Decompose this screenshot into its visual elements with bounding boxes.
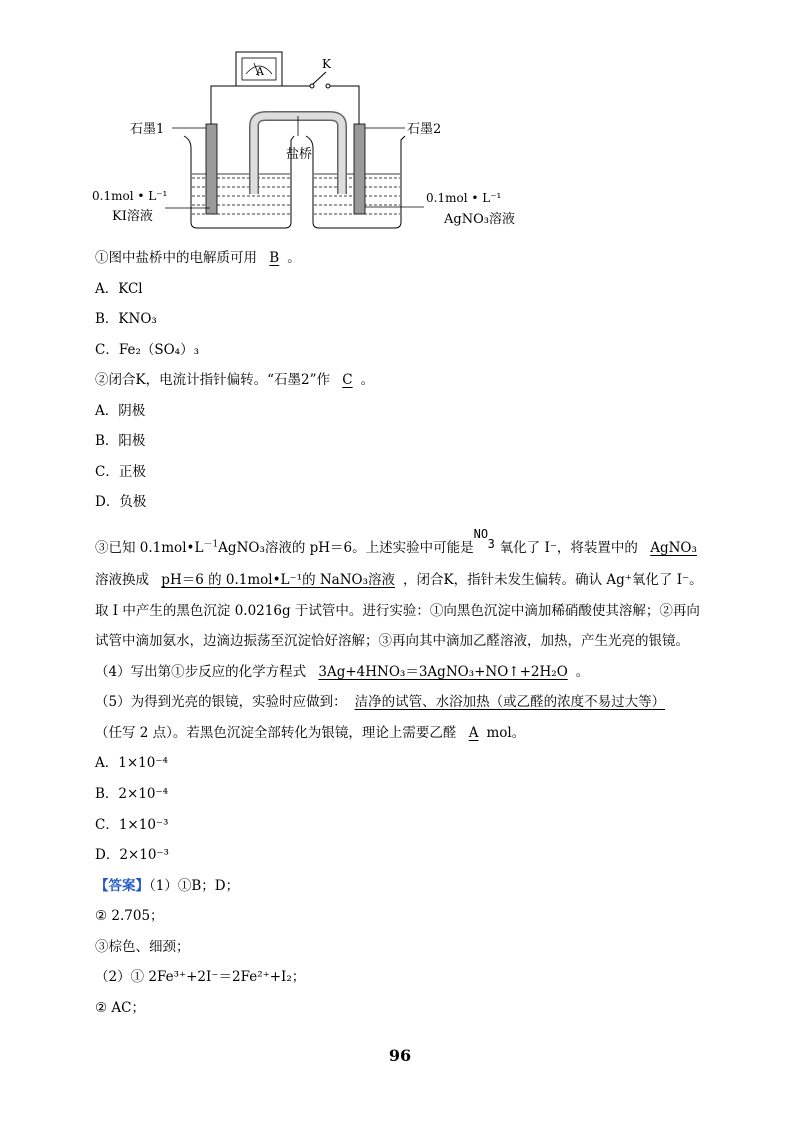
answer-label: 【答案】 <box>95 878 149 894</box>
q1-option-c: C．Fe₂（SO₄）₃ <box>95 342 199 358</box>
graphite-electrode-1 <box>206 124 217 214</box>
right-electrode-label: 石墨2 <box>407 122 442 137</box>
left-electrode-label: 石墨1 <box>130 122 165 137</box>
salt-bridge-label: 盐桥 <box>286 147 313 162</box>
q2-answer: C <box>342 372 353 388</box>
q1-answer: B <box>269 250 280 266</box>
left-conc-label: 0.1mol • L⁻¹ <box>92 189 168 203</box>
graphite-electrode-2 <box>354 124 365 214</box>
right-conc-label: 0.1mol • L⁻¹ <box>426 191 502 205</box>
q2-stem: ②闭合K，电流计指针偏转。“石墨2”作 C 。 <box>95 372 375 388</box>
q3-blank-1: AgNO₃ <box>650 540 697 556</box>
q5-option-c: C．1×10⁻³ <box>95 817 169 833</box>
q5-stem: （5）为得到光亮的银镜，实验时应做到： 洁净的试管、水浴加热（或乙醛的浓度不易过大等） <box>95 692 673 712</box>
left-solution-label: KI溶液 <box>112 209 153 224</box>
q3-line-3: 取 I 中产生的黑色沉淀 0.0216g 于试管中。进行实验：①向黑色沉淀中滴加稀硝酸使其溶解；②再向 <box>95 603 700 619</box>
switch-k <box>310 57 332 88</box>
switch-label: K <box>322 57 331 71</box>
answer-line-5: ② AC； <box>95 1000 145 1016</box>
answer-line-2: ② 2.705； <box>95 908 164 924</box>
q4-answer: 3Ag+4HNO₃＝3AgNO₃+NO↑+2H₂O <box>318 664 568 680</box>
q5-option-d: D．2×10⁻³ <box>95 847 169 863</box>
q1-option-a: A．KCl <box>95 281 143 297</box>
page-number: 96 <box>388 1046 412 1065</box>
q3-blank-2: pH＝6 的 0.1mol•L⁻¹的 NaNO₃溶液 <box>161 572 396 588</box>
q2-option-a: A．阴极 <box>95 403 146 419</box>
q3-line-1: ③已知 $0.1mol•L^{-1}AgNO_3$溶液的 pH＝6。上述实验中可能是 NO 3 氧化了 I⁻，将装置中的 AgNO₃ <box>95 532 705 558</box>
q4-stem: （4）写出第①步反应的化学方程式 3Ag+4HNO₃＝3AgNO₃+NO↑+2H₂O 。 <box>95 664 590 680</box>
q3-line-2: 溶液换成 pH＝6 的 0.1mol•L⁻¹的 NaNO₃溶液 ，闭合K，指针未发生偏转。确认 Ag⁺氧化了 I⁻。 <box>95 572 703 588</box>
nitrate-formula: NO 3 <box>473 527 495 551</box>
answer-line-1: 【答案】（1）①B；D； <box>95 878 240 894</box>
wire-left <box>211 86 236 124</box>
q5-answer-2: A <box>468 725 479 741</box>
right-solution-label: AgNO₃溶液 <box>444 212 515 227</box>
q5-stem-2: （任写 2 点）。若黑色沉淀全部转化为银镜，理论上需要乙醛 A mol。 <box>95 725 526 741</box>
q5-answer-1: 洁净的试管、水浴加热（或乙醛的浓度不易过大等） <box>354 694 666 710</box>
q2-option-d: D．负极 <box>95 494 147 510</box>
electrochemical-cell-diagram <box>0 0 800 240</box>
q5-option-b: B．2×10⁻⁴ <box>95 786 169 802</box>
q2-option-b: B．阳极 <box>95 433 146 449</box>
q3-line-4: 试管中滴加氨水，边滴边振荡至沉淀恰好溶解；③再向其中滴加乙醛溶液，加热，产生光亮的银镜。 <box>95 633 689 649</box>
q5-option-a: A．1×10⁻⁴ <box>95 755 168 771</box>
q1-stem: ①图中盐桥中的电解质可用 B 。 <box>95 250 301 266</box>
answer-line-3: ③棕色、细颈； <box>95 939 190 955</box>
ammeter <box>236 52 282 86</box>
q2-option-c: C．正极 <box>95 464 146 480</box>
q1-option-b: B．KNO₃ <box>95 311 157 327</box>
answer-line-4: （2）① 2Fe³⁺+2I⁻＝2Fe²⁺+I₂； <box>95 969 306 985</box>
ammeter-label: A <box>256 65 264 78</box>
